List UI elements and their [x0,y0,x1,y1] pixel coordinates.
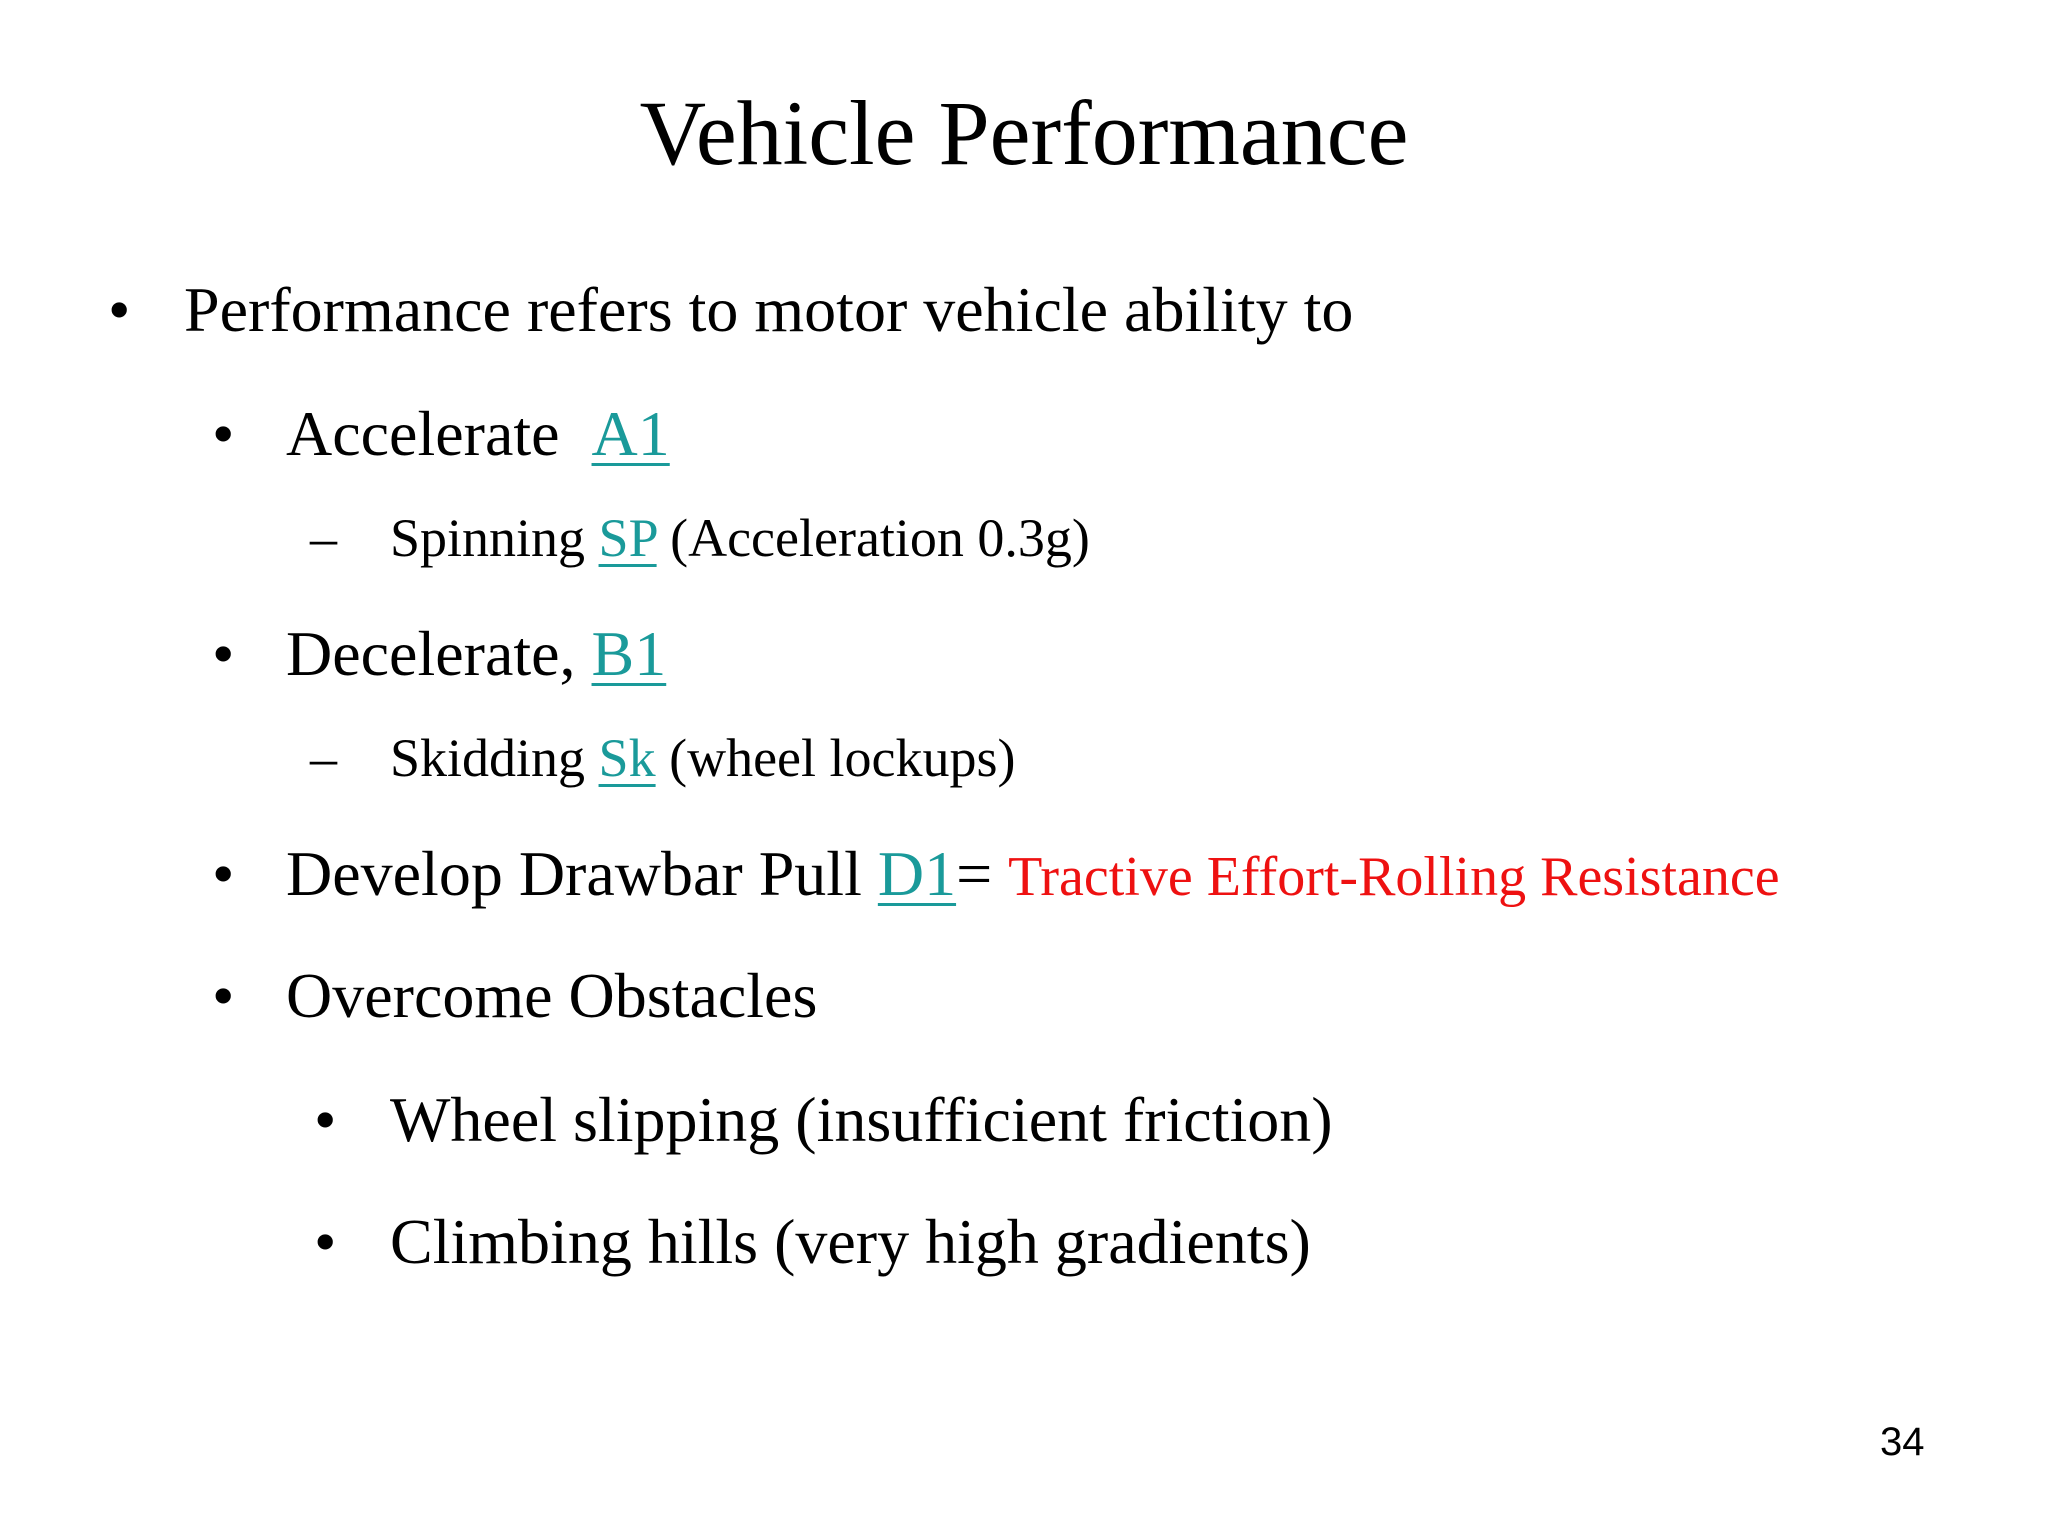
bullet-text: Develop Drawbar Pull [286,838,862,909]
link-sk[interactable]: Sk [598,728,656,788]
bullet-skidding [390,724,1015,792]
bullet-performance-definition [184,270,1353,350]
bullet-text: Wheel slipping (insufficient friction) [390,1084,1333,1155]
bullet-marker: • [212,960,235,1031]
bullet-drawbar-pull [286,834,1780,917]
bullet-overcome-obstacles [286,956,817,1036]
bullet-marker: • [212,618,235,689]
link-b1[interactable]: B1 [591,618,667,689]
slide-title: Vehicle Performance [639,82,1409,184]
bullet-text: Spinning [390,508,586,568]
bullet-decelerate [286,614,666,694]
bullet-marker: • [212,398,235,469]
bullet-suffix: (Acceleration 0.3g) [670,508,1090,568]
bullet-text: Decelerate, [286,618,576,689]
bullet-text: Performance refers to motor vehicle ability to [184,274,1354,345]
page-number: 34 [1880,1420,1925,1464]
link-sp[interactable]: SP [598,508,657,568]
bullet-suffix: (wheel lockups) [669,728,1016,788]
link-a1[interactable]: A1 [591,398,670,469]
bullet-text: Overcome Obstacles [286,960,818,1031]
bullet-text: Climbing hills (very high gradients) [390,1206,1311,1277]
bullet-text: Accelerate [286,398,560,469]
dash-marker: – [310,728,337,788]
bullet-marker: • [212,838,235,909]
bullet-accelerate [286,394,670,474]
bullet-marker: • [314,1084,337,1155]
drawbar-formula: Tractive Effort-Rolling Resistance [1008,846,1780,908]
bullet-marker: • [314,1206,337,1277]
bullet-marker: • [108,274,131,345]
bullet-text: Skidding [390,728,586,788]
bullet-climbing-hills [390,1202,1311,1282]
bullet-spinning [390,504,1090,572]
dash-marker: – [310,508,337,568]
link-d1[interactable]: D1 [877,838,957,909]
bullet-wheel-slipping [390,1080,1333,1160]
equals-sign: = [956,838,993,909]
